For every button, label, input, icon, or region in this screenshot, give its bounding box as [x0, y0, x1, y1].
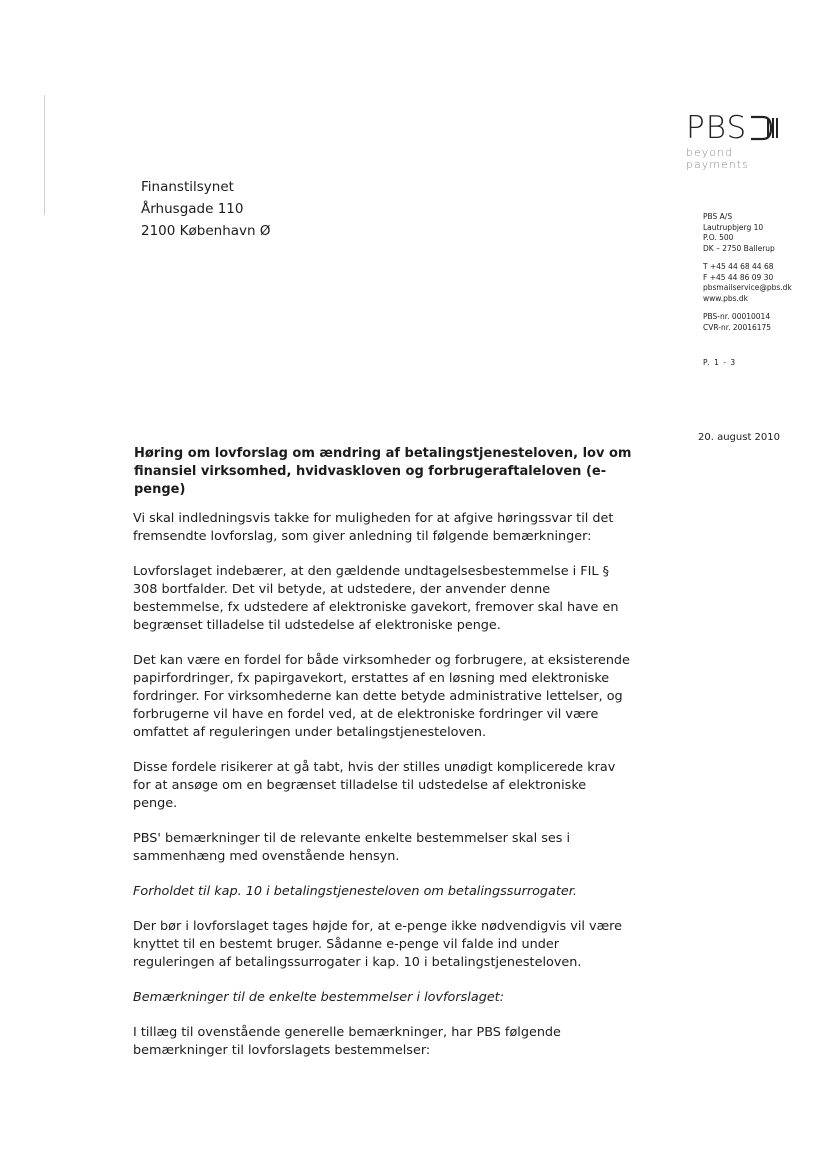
logo-tagline: beyond payments [686, 146, 749, 171]
recipient-address [141, 176, 270, 242]
recipient-city: 2100 København Ø [141, 223, 271, 239]
section-heading-kap-10: Forholdet til kap. 10 i betalingstjenesteloven om betalingssurrogater. [133, 884, 577, 899]
paragraph-risk: Disse fordele risikerer at gå tabt, hvis der stilles unødigt komplicerede krav for at ansøge om en begrænset tilladelse til udstedelse af elektroniske penge. [133, 760, 616, 811]
paragraph-fil-308: Lovforslaget indebærer, at den gældende undtagelsesbestemmelse i FIL § 308 bortfalder. Det vil betyde, at udstedere, der anvender denne bestemmelse, fx udstedere af elektroniske gavekort, fremover skal have en begrænset tilladelse til udstedelse af elektroniske penge. [133, 564, 619, 633]
sender-city: DK – 2750 Ballerup [703, 243, 775, 253]
sender-po-box: P.O. 500 [703, 233, 734, 242]
sender-company: PBS A/S [703, 212, 733, 221]
scan-edge [44, 95, 45, 215]
page-number: P. 1 - 3 [703, 358, 737, 367]
sender-website: www.pbs.dk [703, 293, 749, 303]
sender-pbs-nr: PBS-nr. 00010014 [703, 312, 771, 321]
paragraph-intro: Vi skal indledningsvis takke for muligheden for at afgive høringssvar til det fremsendte lovforslag, som giver anledning til følgende bemærkninger: [133, 511, 614, 544]
paragraph-remarks: PBS' bemærkninger til de relevante enkelte bestemmelser skal ses i sammenhæng med ovenstående hensyn. [133, 831, 571, 864]
logo-text: PBS [686, 110, 748, 146]
sender-fax: F +45 44 86 09 30 [703, 272, 774, 282]
letter-subject: Høring om lovforslag om ændring af betalingstjenesteloven, lov om finansiel virksomhed, hvidvaskloven og forbrugeraftaleloven (e-penge) [134, 446, 632, 497]
section-heading-bestemmelser: Bemærkninger til de enkelte bestemmelser i lovforslaget: [133, 990, 505, 1005]
paragraph-addition: I tillæg til ovenstående generelle bemærkninger, har PBS følgende bemærkninger til lovforslagets bestemmelser: [133, 1025, 561, 1058]
letter-body [133, 445, 633, 1077]
logo-mark-icon [749, 115, 779, 141]
paragraph-advantage: Det kan være en fordel for både virksomheder og forbrugere, at eksisterende papirfordringer, fx papirgavekort, erstattes af en løsning med elektroniske fordringer. For virksomhederne kan dette betyde administrative lettelser, og forbrugerne vil have en fordel ved, at de elektroniske fordringer vil være omfattet af reguleringen under betalingstjenesteloven. [133, 653, 630, 740]
sender-cvr-nr: CVR-nr. 20016175 [703, 322, 772, 332]
sender-email: pbsmailservice@pbs.dk [703, 283, 792, 292]
letter-date: 20. august 2010 [698, 432, 780, 443]
recipient-street: Århusgade 110 [141, 201, 244, 217]
sender-info [703, 212, 792, 369]
pbs-logo [686, 112, 798, 171]
sender-phone: T +45 44 68 44 68 [703, 262, 774, 271]
paragraph-e-penge: Der bør i lovforslaget tages højde for, at e-penge ikke nødvendigvis vil være knyttet til en bestemt bruger. Sådanne e-penge vil falde ind under reguleringen af betalingssurrogater i kap. 10 i betalingstjenesteloven. [133, 919, 623, 970]
sender-street: Lautrupbjerg 10 [703, 222, 764, 232]
recipient-name: Finanstilsynet [141, 179, 234, 195]
